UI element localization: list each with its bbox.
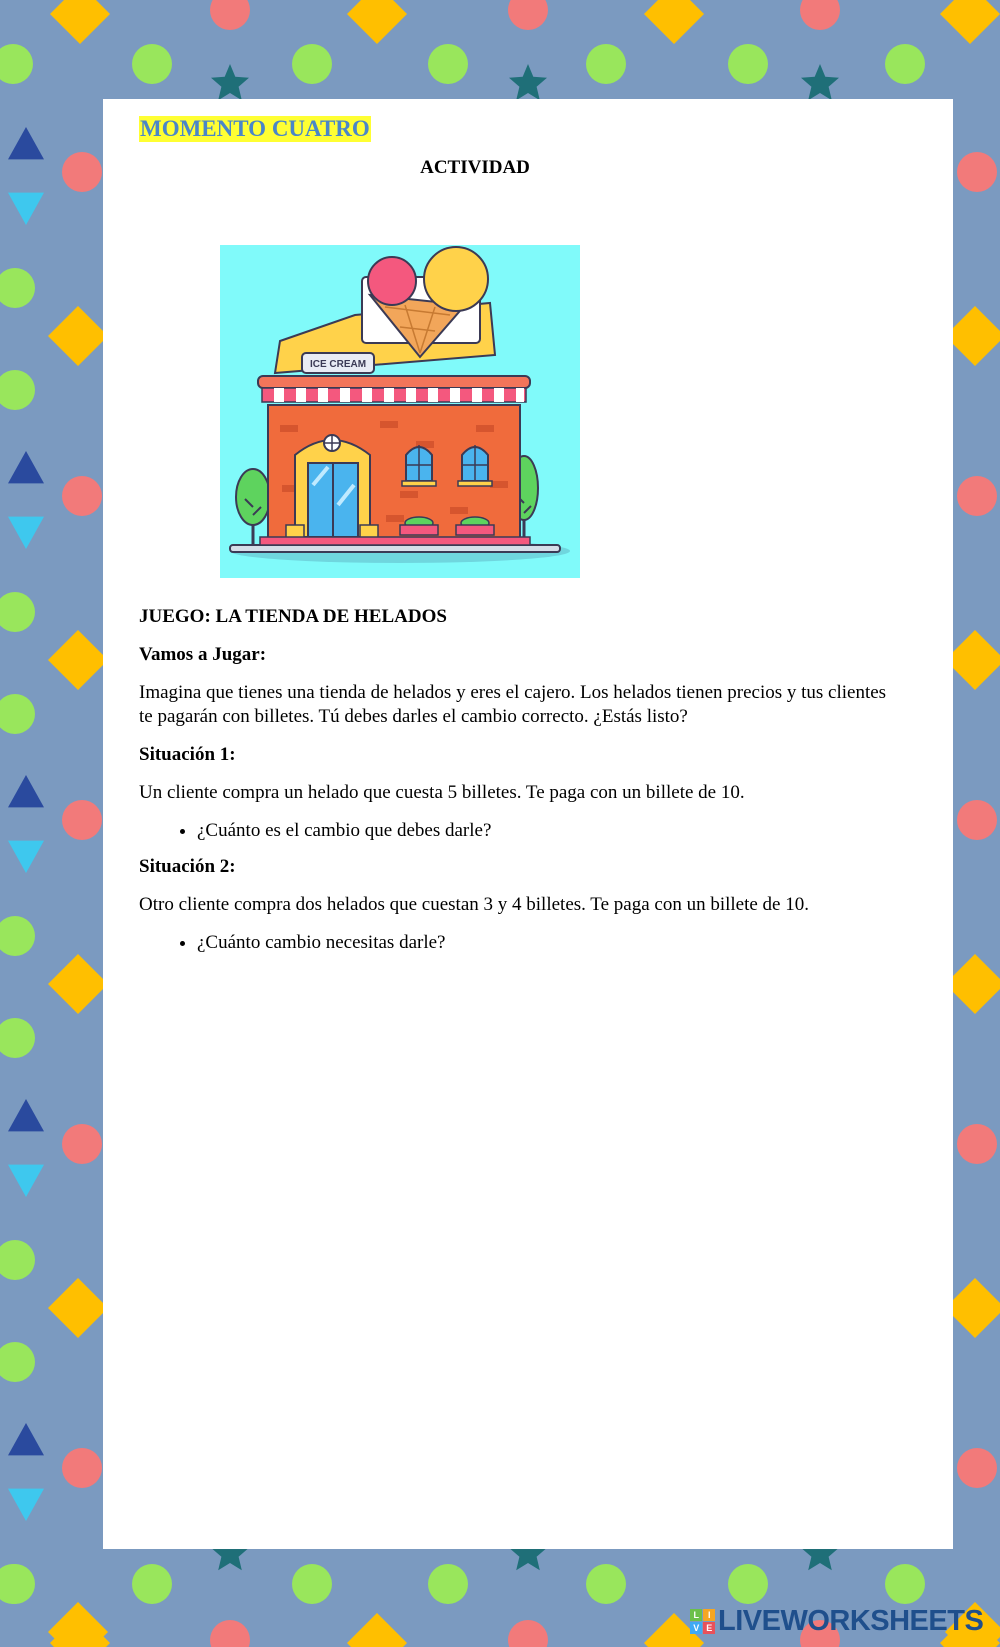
green-circle <box>885 1564 925 1604</box>
situation-2-question: • ¿Cuánto cambio necesitas darle? <box>197 931 899 955</box>
green-circle <box>292 44 332 84</box>
liveworksheets-logo[interactable] <box>690 1605 983 1638</box>
pink-circle <box>508 1620 548 1647</box>
worksheet-page <box>103 99 953 1549</box>
triangle-up-shape <box>8 127 44 159</box>
pink-circle <box>62 1124 102 1164</box>
intro-text: Imagina que tienes una tienda de helados y eres el cajero. Los helados tienen precios y tus clientes te pagarán con billetes. Tú debes darles el cambio correcto. ¿Estás listo? <box>139 682 887 727</box>
triangle-up-shape <box>8 1099 44 1131</box>
green-circle <box>0 1564 35 1604</box>
green-circle <box>0 370 35 410</box>
green-circle <box>428 1564 468 1604</box>
pink-circle <box>210 1620 250 1647</box>
diamond-shape <box>48 954 108 1014</box>
diamond-shape <box>48 1602 108 1647</box>
green-circle <box>0 1240 35 1280</box>
star-shape <box>211 64 249 100</box>
situation-1-questions <box>139 819 899 843</box>
situation-1-question: • ¿Cuánto es el cambio que debes darle? <box>197 819 899 843</box>
triangle-down-shape <box>8 517 44 549</box>
diamond-shape <box>945 630 1000 690</box>
green-circle <box>0 1342 35 1382</box>
pink-circle <box>62 476 102 516</box>
situation-2-label: Situación 2: <box>139 856 236 877</box>
diamond-shape <box>48 630 108 690</box>
green-circle <box>0 592 35 632</box>
pink-circle <box>210 0 250 30</box>
logo-mark-e: E <box>703 1622 715 1634</box>
triangle-up-shape <box>8 775 44 807</box>
pink-circle <box>957 152 997 192</box>
triangle-up-shape <box>8 1423 44 1455</box>
ice-cream-shop-illustration <box>220 245 580 578</box>
diamond-shape <box>945 1278 1000 1338</box>
pink-circle <box>508 0 548 30</box>
triangle-down-shape <box>8 1489 44 1521</box>
diamond-shape <box>945 306 1000 366</box>
diamond-shape <box>48 1278 108 1338</box>
star-shape <box>509 64 547 100</box>
liveworksheets-wordmark: LIVEWORKSHEETS <box>718 1605 984 1637</box>
diamond-shape <box>50 0 110 44</box>
triangle-down-shape <box>8 1165 44 1197</box>
green-circle <box>0 44 33 84</box>
green-circle <box>586 44 626 84</box>
liveworksheets-mark-icon <box>690 1609 715 1634</box>
green-circle <box>0 694 35 734</box>
shop-sign-text: ICE CREAM <box>309 359 367 370</box>
logo-mark-v: V <box>690 1622 702 1634</box>
pink-circle <box>957 476 997 516</box>
diamond-shape <box>644 0 704 44</box>
diamond-shape <box>347 0 407 44</box>
green-circle <box>885 44 925 84</box>
diamond-shape <box>347 1613 407 1647</box>
green-circle <box>0 268 35 308</box>
worksheet-content <box>139 605 899 967</box>
diamond-shape <box>945 954 1000 1014</box>
pink-circle <box>957 1124 997 1164</box>
diamond-shape <box>940 0 1000 44</box>
triangle-down-shape <box>8 193 44 225</box>
triangle-down-shape <box>8 841 44 873</box>
situation-2-text: Otro cliente compra dos helados que cuestan 3 y 4 billetes. Te paga con un billete de 10. <box>139 894 809 915</box>
pink-circle <box>62 800 102 840</box>
pink-circle <box>957 1448 997 1488</box>
situation-2-questions <box>139 931 899 955</box>
pink-circle <box>62 1448 102 1488</box>
game-title: JUEGO: LA TIENDA DE HELADOS <box>139 606 447 627</box>
intro-label: Vamos a Jugar: <box>139 644 267 665</box>
situation-1-text: Un cliente compra un helado que cuesta 5 billetes. Te paga con un billete de 10. <box>139 782 745 803</box>
pink-circle <box>957 800 997 840</box>
green-circle <box>132 44 172 84</box>
logo-mark-i: I <box>703 1609 715 1621</box>
green-circle <box>728 1564 768 1604</box>
green-circle <box>132 1564 172 1604</box>
green-circle <box>292 1564 332 1604</box>
green-circle <box>428 44 468 84</box>
activity-title: ACTIVIDAD <box>420 157 530 178</box>
triangle-up-shape <box>8 451 44 483</box>
star-shape <box>801 64 839 100</box>
green-circle <box>586 1564 626 1604</box>
green-circle <box>0 916 35 956</box>
pink-circle <box>800 0 840 30</box>
diamond-shape <box>48 306 108 366</box>
situation-1-label: Situación 1: <box>139 744 236 765</box>
logo-mark-l: L <box>690 1609 702 1621</box>
green-circle <box>728 44 768 84</box>
page-heading: MOMENTO CUATRO <box>140 116 370 141</box>
pink-circle <box>62 152 102 192</box>
green-circle <box>0 1018 35 1058</box>
